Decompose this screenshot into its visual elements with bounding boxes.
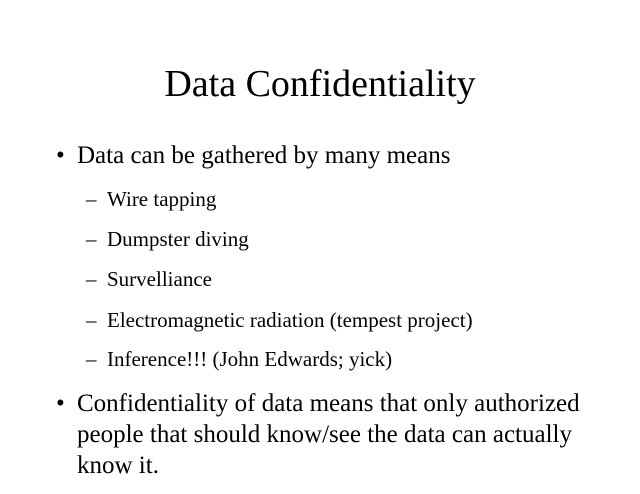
bullet-dot-icon: • bbox=[56, 142, 65, 169]
bullet-dot-icon: • bbox=[56, 390, 65, 417]
sub-bullet-text: Wire tapping bbox=[107, 187, 217, 211]
sub-bullet-text: Electromagnetic radiation (tempest project) bbox=[107, 308, 473, 332]
sub-bullet-text: Dumpster diving bbox=[107, 227, 249, 251]
dash-icon: – bbox=[86, 227, 97, 251]
dash-icon: – bbox=[86, 187, 97, 211]
slide-title: Data Confidentiality bbox=[164, 63, 476, 105]
dash-icon: – bbox=[86, 267, 97, 291]
dash-icon: – bbox=[86, 347, 97, 371]
bullet-text: Data can be gathered by many means bbox=[77, 142, 451, 169]
sub-bullet-text: Survelliance bbox=[107, 267, 212, 291]
dash-icon: – bbox=[86, 308, 97, 332]
sub-bullet-text: Inference!!! (John Edwards; yick) bbox=[107, 347, 393, 371]
bullet-text: Confidentiality of data means that only authorized people that should know/see the data can actually know it. bbox=[77, 390, 580, 479]
